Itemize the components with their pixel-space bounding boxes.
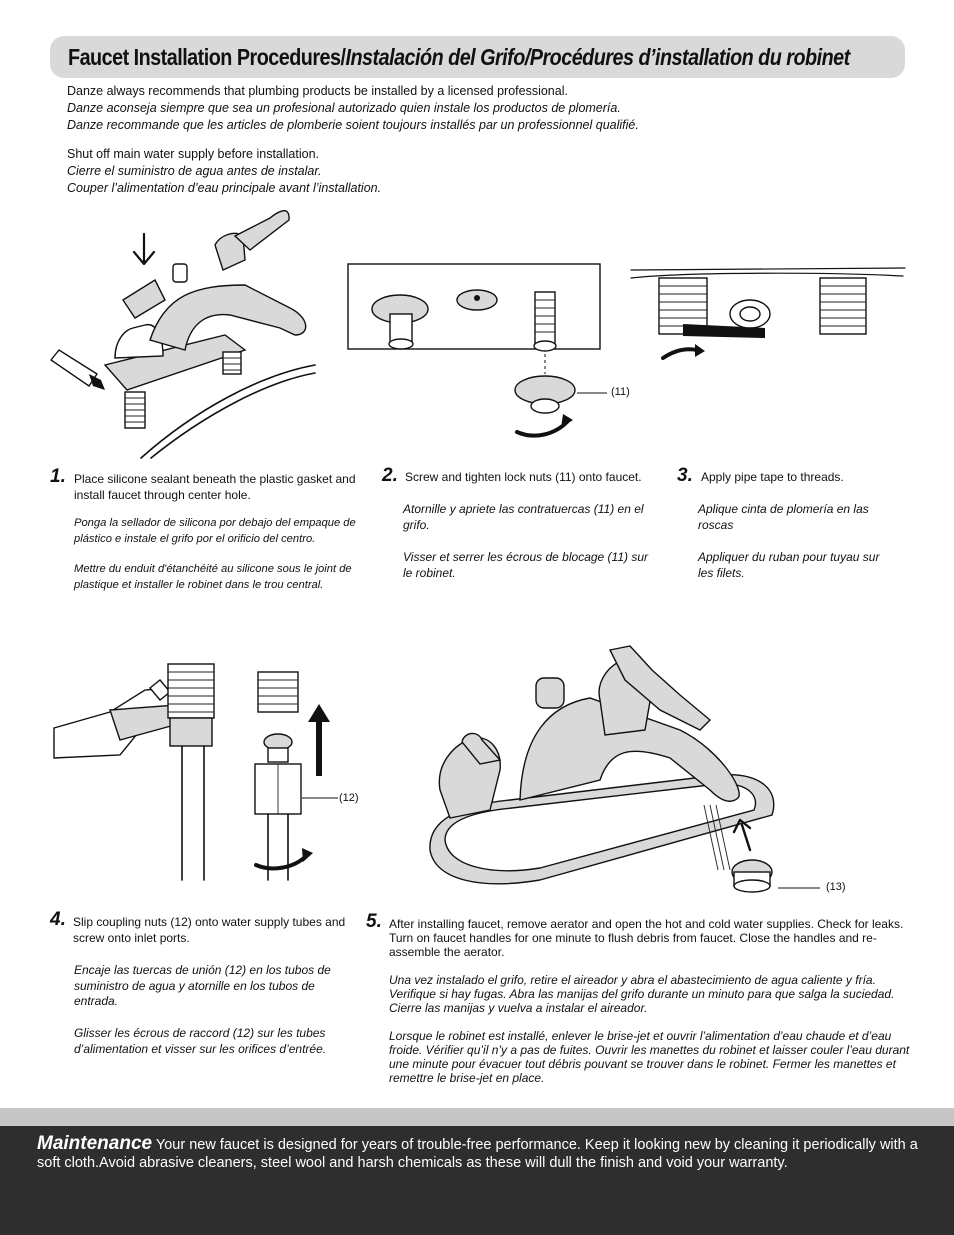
step4-coupling-nut-illustration [50,660,345,882]
step4-number: 4. [50,909,66,930]
center-knob [536,678,564,708]
step2-number: 2. [382,465,398,486]
wrap-arrow-icon [663,344,705,358]
left-handle [439,733,500,818]
step4-text-es: Encaje las tuercas de unión (12) en los tubos de suministro de agua y atornille en los tubos de entrada. [74,963,331,1008]
step4-text-en: Slip coupling nuts (12) onto water supply tubes and screw onto inlet ports. [73,915,346,945]
up-arrow-icon [308,704,330,776]
step5-number: 5. [366,911,382,932]
step1-faucet-sealant-illustration [45,200,320,460]
step5-text-fr: Lorsque le robinet est installé, enlever le brise-jet et ouvrir l’alimentation d’eau chaude et d’eau froide. Vérifier qu’il n’y a pas de fuites. Ouvrir les manettes du robinet et laisser couler l’eau durant une minute pour évacuer tout débris pouvant se trouver dans le robinet. Fermer les manettes et remettre le brise-jet en place. [389,1029,910,1085]
rotate-arrow-icon [517,414,573,436]
maintenance-section [37,1135,932,1172]
professional-notice-fr: Danze recommande que les articles de plomberie soient toujours installés par un professionnel qualifié. [67,118,639,132]
down-arrow-icon [134,234,154,264]
step2-lock-nut-illustration [345,262,645,442]
tape-roll-icon [730,300,770,328]
rotate-arrow-icon [256,848,313,868]
thread-pipe-right [820,278,866,334]
title-spanish-french: Instalación del Grifo/Procédures d’installation du robinet [345,44,850,70]
center-hole [457,290,497,310]
step2-text-es: Atornille y apriete las contratuercas (11) en el grifo. [403,502,644,532]
water-supply-notice [67,146,381,197]
step5-text-es: Una vez instalado el grifo, retire el aireador y abra el abastecimiento de agua caliente y fría. Verifique si hay fugas. Abra las manijas del grifo durante un minuto para que salga la suciedad. Cierre las manijas y vuelva a instalar el aireador. [389,973,895,1015]
professional-notice-es: Danze aconseja siempre que sea un profesional autorizado quien instale los productos de plomería. [67,101,621,115]
step4-text-fr: Glisser les écrous de raccord (12) sur les tubes d’alimentation et visser sur les orifices d’entrée. [74,1026,327,1056]
step5-text-en: After installing faucet, remove aerator and open the hot and cold water supplies. Check for leaks. Turn on faucet handles for one minute to flush debris from faucet. Close the handles and re-assemble the aerator. [389,917,904,959]
page-title [68,44,850,71]
water-supply-notice-fr: Couper l’alimentation d’eau principale avant l’installation. [67,181,382,195]
supply-thread-left [168,664,214,718]
professional-notice-en: Danze always recommends that plumbing products be installed by a licensed professional. [67,84,568,98]
step3-text-es: Aplique cinta de plomería en las roscas [698,502,869,532]
professional-notice [67,83,639,134]
coupling-nut-callout: (12) [339,792,359,804]
step3-number: 3. [677,465,693,486]
step1-text-fr: Mettre du enduit d'étanchéité au silicone sous le joint de plastique et installer le robinet dans le trou central. [74,563,352,591]
lock-nut-icon [515,376,575,413]
supply-thread-right [258,672,298,712]
step1-text-en: Place silicone sealant beneath the plastic gasket and install faucet through center hole. [74,472,356,502]
thread-right [223,352,241,374]
water-supply-notice-en: Shut off main water supply before installation. [67,147,319,161]
valve-right [534,292,556,351]
step5-faucet-aerator-illustration [420,640,820,900]
maintenance-heading: Maintenance [37,1133,153,1154]
step3-pipe-tape-illustration [625,258,910,368]
sealant-tube-icon [51,350,105,390]
title-english: Faucet Installation Procedures/ [68,44,346,70]
thread-left [125,392,145,428]
aerator-icon [732,860,772,892]
step1-text-es: Ponga la sellador de silicona por debajo del empaque de plástico e instale el grifo por el orificio del centro. [74,517,356,545]
footer-divider [0,1108,954,1126]
maintenance-text: Your new faucet is designed for years of trouble-free performance. Keep it looking new by cleaning it periodically with a soft cloth.Avoid abrasive cleaners, steel wool and harsh chemicals as these will dull the finish and void your warranty. [37,1137,918,1171]
step3-text-en: Apply pipe tape to threads. [701,470,844,484]
step3-text-fr: Appliquer du ruban pour tuyau sur les filets. [698,550,880,580]
aerator-callout: (13) [826,881,846,893]
lock-nut-callout: (11) [611,386,630,398]
coupling-nut-icon [255,734,301,814]
step2-text-fr: Visser et serrer les écrous de blocage (11) sur le robinet. [403,550,648,580]
step2-text-en: Screw and tighten lock nuts (11) onto faucet. [405,470,642,484]
step1-number: 1. [50,466,66,487]
water-supply-notice-es: Cierre el suministro de agua antes de instalar. [67,164,322,178]
